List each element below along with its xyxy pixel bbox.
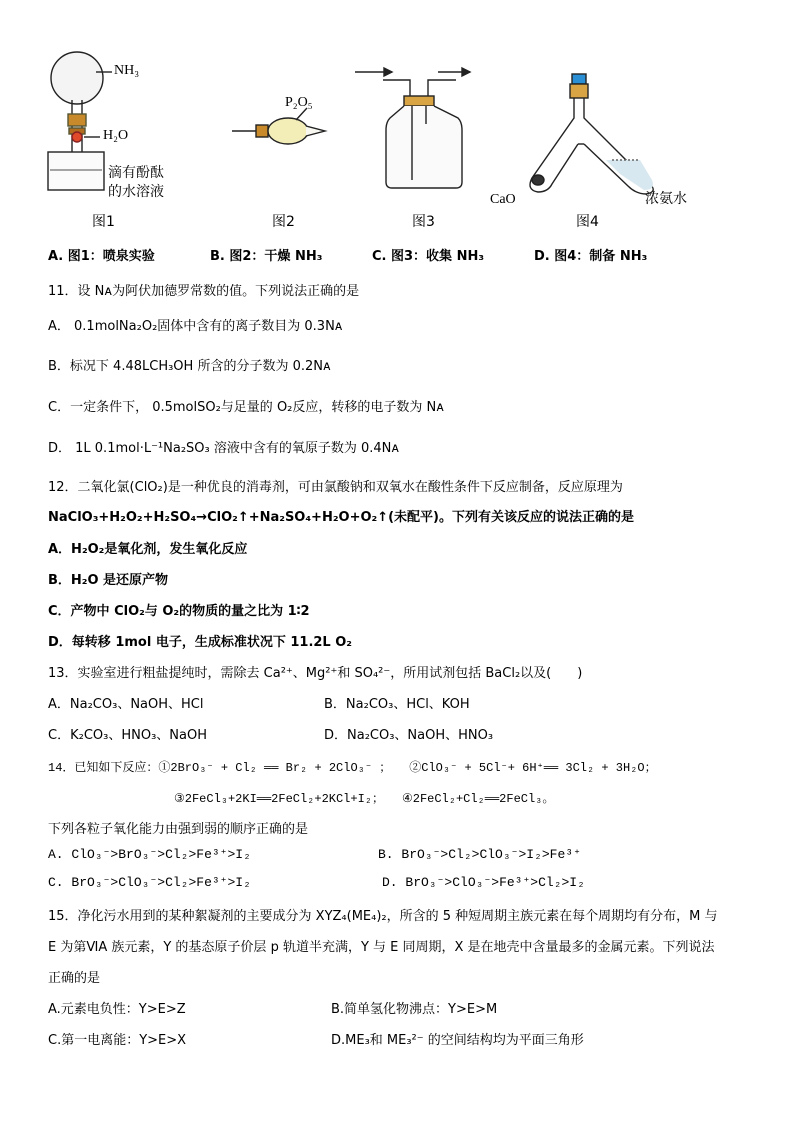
q12-option-c: C．产物中 ClO₂与 O₂的物质的量之比为 1∶2: [48, 604, 310, 619]
fig4-cao-label: CaO: [490, 192, 516, 207]
q15-stem-line3: 正确的是: [48, 971, 101, 986]
fig1-water-label: H₂O: [103, 128, 129, 143]
q11-option-c: C．一定条件下， 0.5molSO₂与足量的 O₂反应，转移的电子数为 Nᴀ: [48, 400, 444, 415]
q12-option-b: B．H₂O 是还原产物: [48, 573, 169, 588]
q13-option-b: B．Na₂CO₃、HCl、KOH: [324, 697, 470, 712]
q10-option-b: B. 图2：干燥 NH₃: [210, 249, 323, 264]
q15-option-c: C.第一电离能：Y>E>X: [48, 1033, 187, 1048]
q13-option-c: C．K₂CO₃、HNO₃、NaOH: [48, 728, 207, 743]
q12-stem-line2: NaClO₃+H₂O₂+H₂SO₄→ClO₂↑+Na₂SO₄+H₂O+O₂↑(未配平)。下列有关该反应的说法正确的是: [48, 510, 634, 525]
q15-stem-line2: E 为第ⅥA 族元素，Y 的基态原子价层 p 轨道半充满，Y 与 E 同周期，X 是在地壳中含量最多的金属元素。下列说法: [48, 940, 715, 955]
fig4-ammonia-label: 浓氨水: [645, 191, 687, 207]
q15-option-d: D.ME₃和 ME₃²⁻ 的空间结构均为平面三角形: [331, 1033, 584, 1048]
q13-stem: 13．实验室进行粗盐提纯时，需除去 Ca²⁺、Mg²⁺和 SO₄²⁻，所用试剂包括 BaCl₂以及( ): [48, 666, 583, 681]
fig2-drying-tube: [232, 108, 325, 144]
fig3-gas-collection-bottle: [355, 68, 470, 188]
q10-option-d: D. 图4：制备 NH₃: [534, 249, 648, 264]
fig1-solution-label-2: 的水溶液: [108, 184, 164, 200]
q15-stem-line1: 15．净化污水用到的某种絮凝剂的主要成分为 XYZ₄(ME₄)₂，所含的 5 种短周期主族元素在每个周期均有分布，M 与: [48, 909, 718, 924]
fig2-reagent-label: P₂O₅: [285, 95, 313, 110]
q12-option-d: D．每转移 1mol 电子，生成标准状况下 11.2L O₂: [48, 635, 352, 650]
q14-option-b: B. BrO₃⁻>Cl₂>ClO₃⁻>I₂>Fe³⁺: [378, 847, 581, 862]
fig1-caption: 图1: [92, 214, 115, 230]
fig1-solution-label-1: 滴有酚酞: [108, 165, 164, 181]
q11-option-d: D． 1L 0.1mol·L⁻¹Na₂SO₃ 溶液中含有的氧原子数为 0.4Nᴀ: [48, 441, 400, 456]
fig1-fountain-apparatus: [48, 52, 112, 190]
q15-option-a: A.元素电负性：Y>E>Z: [48, 1002, 186, 1017]
q13-option-d: D．Na₂CO₃、NaOH、HNO₃: [324, 728, 494, 743]
fig4-caption: 图4: [576, 214, 599, 230]
q14-option-a: A. ClO₃⁻>BrO₃⁻>Cl₂>Fe³⁺>I₂: [48, 847, 251, 862]
q14-option-c: C. BrO₃⁻>ClO₃⁻>Cl₂>Fe³⁺>I₂: [48, 875, 251, 890]
fig4-y-tube-apparatus: [530, 74, 653, 194]
q14-option-d: D. BrO₃⁻>ClO₃⁻>Fe³⁺>Cl₂>I₂: [382, 875, 585, 890]
q15-option-b: B.简单氢化物沸点：Y>E>M: [331, 1002, 498, 1017]
fig2-caption: 图2: [272, 214, 295, 230]
q11-stem: 11．设 Nᴀ为阿伏加德罗常数的值。下列说法正确的是: [48, 284, 360, 299]
q14-question: 下列各粒子氧化能力由强到弱的顺序正确的是: [48, 822, 309, 837]
fig1-gas-label: NH₃: [114, 63, 140, 78]
q14-stem: 14．已知如下反应：①2BrO₃⁻ + Cl₂ ══ Br₂ + 2ClO₃⁻ ； ②ClO₃⁻ + 5Cl⁻+ 6H⁺══ 3Cl₂ + 3H₂O；: [48, 761, 657, 775]
q11-option-a: A． 0.1molNa₂O₂固体中含有的离子数目为 0.3Nᴀ: [48, 319, 343, 334]
q12-stem-line1: 12．二氧化氯(ClO₂)是一种优良的消毒剂，可由氯酸钠和双氧水在酸性条件下反应制备，反应原理为: [48, 480, 623, 495]
q10-option-a: A. 图1：喷泉实验: [48, 249, 155, 264]
fig3-caption: 图3: [412, 214, 435, 230]
q12-option-a: A．H₂O₂是氧化剂，发生氧化反应: [48, 542, 248, 557]
q14-reactions: ③2FeCl₃+2KI══2FeCl₂+2KCl+I₂； ④2FeCl₂+Cl₂══2FeCl₃。: [174, 792, 555, 806]
q11-option-b: B．标况下 4.48LCH₃OH 所含的分子数为 0.2Nᴀ: [48, 359, 331, 374]
q10-option-c: C. 图3：收集 NH₃: [372, 249, 485, 264]
q13-option-a: A．Na₂CO₃、NaOH、HCl: [48, 697, 204, 712]
